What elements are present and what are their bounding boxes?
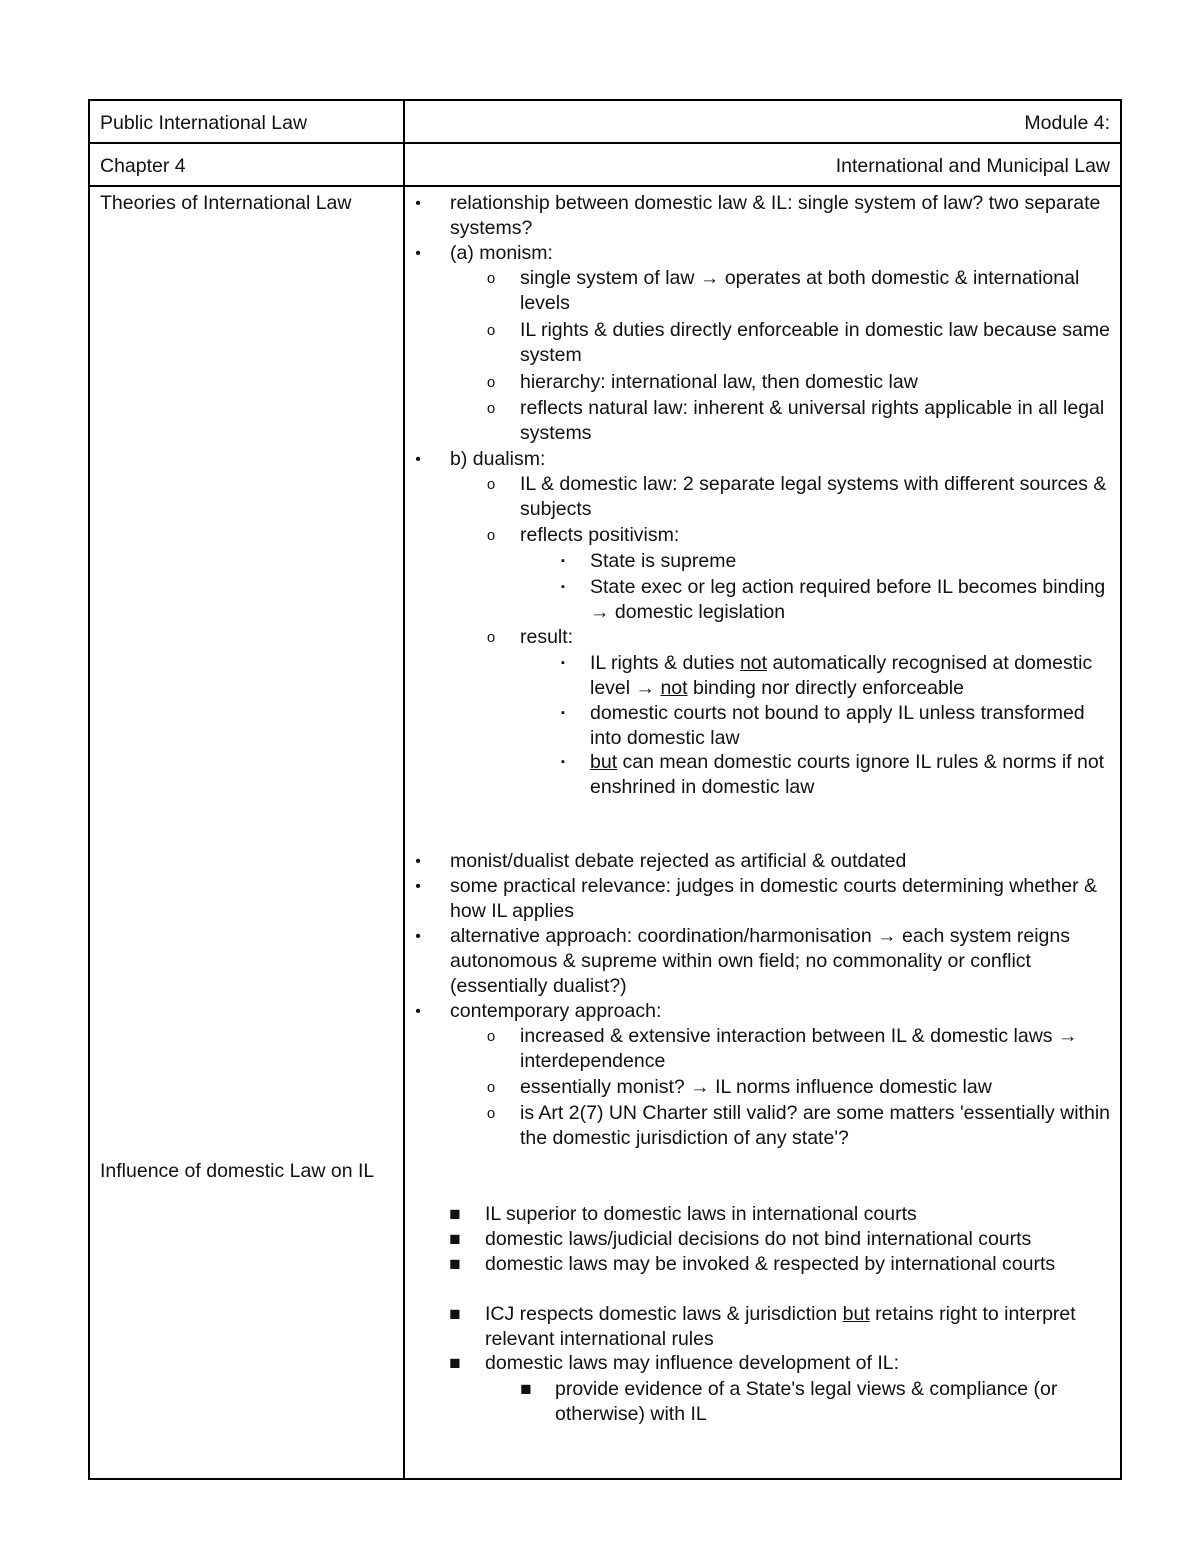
bullet-circle-icon: o	[486, 1105, 496, 1122]
bullet-square-filled-icon: ■	[520, 1379, 532, 1400]
bullet-dot-icon: •	[415, 1003, 421, 1020]
bullet-circle-icon: o	[486, 322, 496, 339]
item-text: essentially monist? → IL norms influence domestic law	[520, 1076, 992, 1098]
item-text: domestic laws may influence development of IL:	[485, 1352, 900, 1374]
item-text: IL & domestic law: 2 separate legal systems with different sources & subjects	[520, 473, 1107, 520]
bullet-circle-icon: o	[486, 476, 496, 493]
course-title: Public International Law	[89, 100, 404, 143]
chapter-title: International and Municipal Law	[404, 143, 1121, 186]
item-text: State exec or leg action required before IL becomes binding → domestic legislation	[590, 576, 1106, 623]
item-text: (a) monism:	[450, 242, 553, 264]
bullet-circle-icon: o	[486, 400, 496, 417]
bullet-square-icon: ▪	[561, 756, 565, 768]
item-text: contemporary approach:	[450, 1000, 662, 1022]
bullet-circle-icon: o	[486, 1028, 496, 1045]
bullet-dot-icon: •	[415, 195, 421, 212]
item-text: IL superior to domestic laws in international courts	[485, 1203, 917, 1225]
item-text: reflects natural law: inherent & universal rights applicable in all legal systems	[520, 397, 1105, 444]
item-text: domestic laws/judicial decisions do not bind international courts	[485, 1228, 1032, 1250]
bullet-dot-icon: •	[415, 928, 421, 945]
bullet-dot-icon: •	[415, 245, 421, 262]
content-column	[404, 186, 1121, 1479]
bullet-square-filled-icon: ■	[449, 1353, 461, 1374]
item-text: IL rights & duties not automatically recognised at domestic level → not binding nor directly enforceable	[590, 652, 1093, 699]
item-text: increased & extensive interaction between IL & domestic laws → interdependence	[520, 1025, 1078, 1072]
item-text: domestic courts not bound to apply IL unless transformed into domestic law	[590, 702, 1085, 749]
bullet-square-icon: ▪	[561, 657, 565, 669]
bullet-dot-icon: •	[415, 451, 421, 468]
item-text: relationship between domestic law & IL: single system of law? two separate systems?	[450, 192, 1101, 239]
bullet-square-filled-icon: ■	[449, 1254, 461, 1275]
notes-table	[88, 99, 1122, 1480]
bullet-circle-icon: o	[486, 1079, 496, 1096]
module-label: Module 4:	[404, 100, 1121, 143]
item-text: result:	[520, 626, 574, 648]
item-text: hierarchy: international law, then domestic law	[520, 371, 918, 393]
item-text: is Art 2(7) UN Charter still valid? are some matters 'essentially within the domestic jurisdiction of any state'?	[520, 1102, 1110, 1149]
bullet-circle-icon: o	[486, 629, 496, 646]
item-text: monist/dualist debate rejected as artificial & outdated	[450, 850, 907, 872]
bullet-square-icon: ▪	[561, 555, 565, 567]
item-text: ICJ respects domestic laws & jurisdiction but retains right to interpret relevant international rules	[485, 1303, 1076, 1350]
item-text: IL rights & duties directly enforceable in domestic law because same system	[520, 319, 1110, 366]
item-text: alternative approach: coordination/harmonisation → each system reigns autonomous & supreme within own field; no commonality or conflict (essentially dualist?)	[450, 925, 1071, 997]
item-text: domestic laws may be invoked & respected by international courts	[485, 1253, 1056, 1275]
item-text: b) dualism:	[450, 448, 546, 470]
item-text: but can mean domestic courts ignore IL rules & norms if not enshrined in domestic law	[590, 751, 1105, 798]
bullet-dot-icon: •	[415, 853, 421, 870]
content-row	[89, 186, 1121, 1479]
section-column	[89, 186, 404, 1479]
chapter-label: Chapter 4	[89, 143, 404, 186]
item-text: provide evidence of a State's legal views & compliance (or otherwise) with IL	[555, 1378, 1058, 1425]
header-row-2	[89, 143, 1121, 186]
bullet-square-icon: ▪	[561, 707, 565, 719]
bullet-dot-icon: •	[415, 878, 421, 895]
bullet-circle-icon: o	[486, 374, 496, 391]
header-row-1	[89, 100, 1121, 143]
influence-label: Influence of domestic Law on IL	[100, 1160, 375, 1182]
item-text: some practical relevance: judges in domestic courts determining whether & how IL applies	[450, 875, 1098, 922]
item-text: reflects positivism:	[520, 524, 680, 546]
bullet-square-filled-icon: ■	[449, 1229, 461, 1250]
bullet-square-icon: ▪	[561, 581, 565, 593]
bullet-circle-icon: o	[486, 270, 496, 287]
item-text: single system of law → operates at both domestic & international levels	[520, 267, 1080, 314]
bullet-square-filled-icon: ■	[449, 1204, 461, 1225]
item-text: State is supreme	[590, 550, 737, 572]
bullet-circle-icon: o	[486, 527, 496, 544]
theories-label: Theories of International Law	[100, 192, 352, 214]
bullet-square-filled-icon: ■	[449, 1304, 461, 1325]
